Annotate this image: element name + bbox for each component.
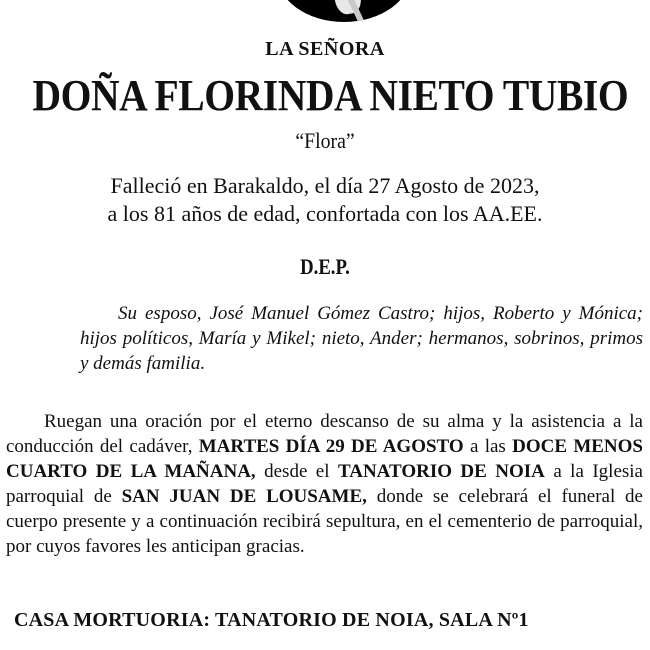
death-line-2: a los 81 años de edad, confortada con los AA.EE. bbox=[107, 201, 543, 226]
ceremony-text-2: a las bbox=[463, 436, 513, 457]
ceremony-text-4: a la Iglesia parroquial de bbox=[6, 461, 643, 507]
dep-label: D.E.P. bbox=[300, 254, 350, 279]
funeral-home-line: CASA MORTUORIA: TANATORIO DE NOIA, SALA Nº1 bbox=[14, 609, 529, 631]
ceremony-date: MARTES DÍA 29 DE AGOSTO bbox=[198, 436, 464, 457]
ceremony-text-3: desde el bbox=[255, 461, 338, 482]
title-label: LA SEÑORA bbox=[265, 38, 385, 60]
deceased-name: DOÑA FLORINDA NIETO TUBIO bbox=[32, 71, 629, 120]
nickname: “Flora” bbox=[295, 128, 355, 153]
family-paragraph: Su esposo, José Manuel Gómez Castro; hijos, Roberto y Mónica; hijos políticos, María y Mikel; nieto, Ander; hermanos, sobrinos, primos y demás familia. bbox=[80, 303, 643, 374]
ceremony-text-1: Ruegan una oración por el eterno descanso de su alma y la asistencia a la conducción del cadáver, bbox=[6, 411, 643, 457]
death-notice bbox=[0, 172, 650, 228]
ceremony-church: SAN JUAN DE LOUSAME, bbox=[121, 486, 367, 507]
ceremony-paragraph bbox=[6, 409, 643, 559]
ceremony-text-5: donde se celebrará el funeral de cuerpo presente y a continuación recibirá sepultura, en el cementerio de parroquial, por cuyos favores les anticipan gracias. bbox=[6, 486, 643, 557]
ceremony-origin: TANATORIO DE NOIA bbox=[337, 461, 545, 482]
portrait-photo bbox=[276, 0, 412, 22]
ceremony-time: DOCE MENOS CUARTO DE LA MAÑANA, bbox=[6, 436, 643, 482]
death-line-1: Falleció en Barakaldo, el día 27 Agosto de 2023, bbox=[110, 173, 540, 198]
